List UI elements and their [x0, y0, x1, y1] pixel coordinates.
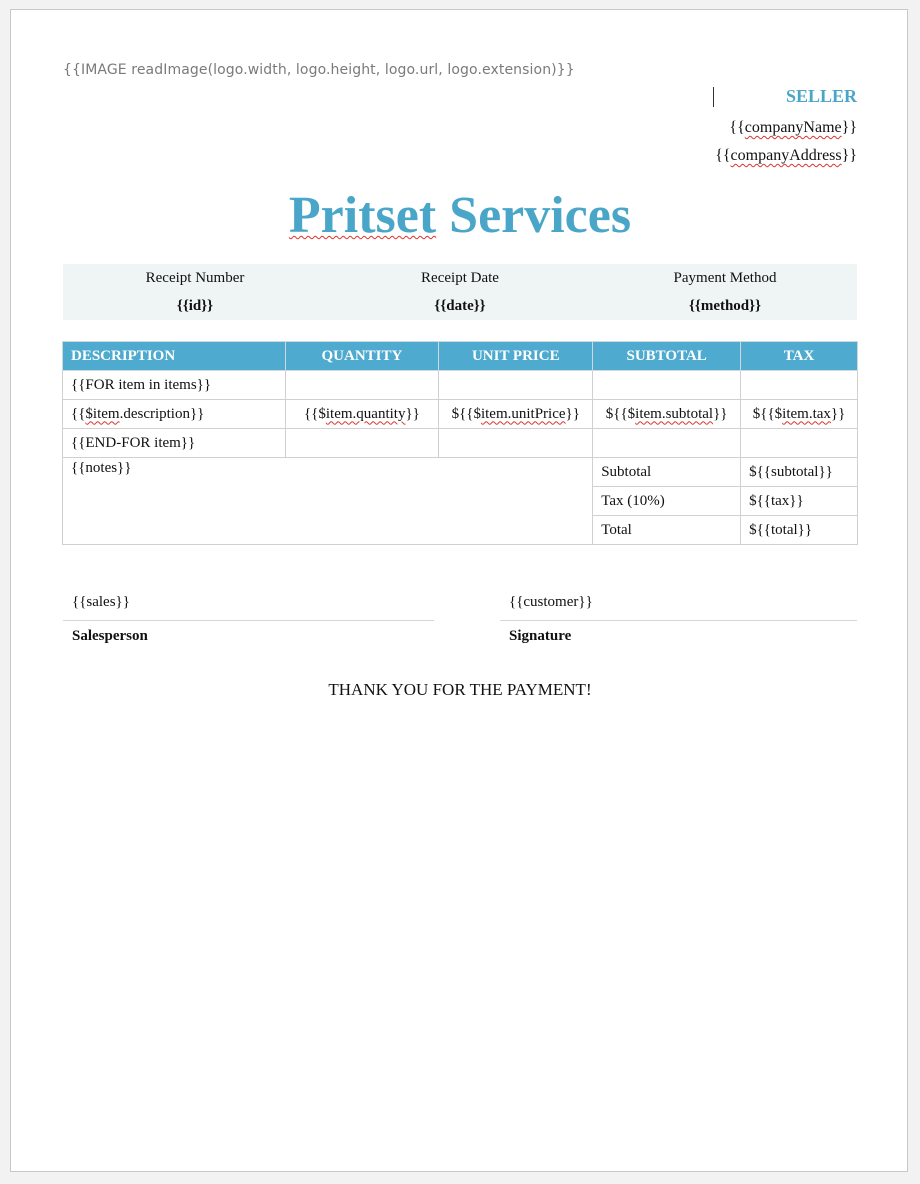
customer-signature [500, 584, 857, 650]
tax-label: Tax (10%) [593, 487, 741, 516]
payment-method-value: {{method}} [689, 298, 761, 314]
seller-title-text: SELLER [785, 86, 857, 106]
col-quantity: QUANTITY [285, 342, 439, 371]
cell-description: {{END-FOR item}} [63, 429, 286, 458]
col-description: DESCRIPTION [63, 342, 286, 371]
cell-description: {{FOR item in items}} [63, 371, 286, 400]
col-tax: TAX [741, 342, 858, 371]
cell-tax [741, 371, 858, 400]
receipt-date-col [327, 264, 593, 320]
notes-cell: {{notes}} [63, 458, 593, 545]
company-address-field: companyAddress [730, 147, 842, 164]
col-subtotal: SUBTOTAL [593, 342, 741, 371]
brace-close: }} [841, 119, 857, 136]
sales-value: {{sales}} [63, 584, 434, 621]
text-cursor [713, 87, 714, 107]
col-unit-price: UNIT PRICE [439, 342, 593, 371]
table-row [63, 429, 858, 458]
cell-tax [741, 429, 858, 458]
token-text: {{$ [303, 405, 326, 422]
salesperson-signature [63, 584, 434, 650]
totals-row [63, 458, 858, 487]
logo-placeholder: {{IMAGE readImage(logo.width, logo.height, logo.url, logo.extension)}} [63, 62, 575, 78]
seller-title [715, 86, 857, 107]
seller-company-address [715, 142, 857, 170]
brace-open: {{ [715, 147, 731, 164]
token-text: item.subtotal [635, 405, 714, 422]
seller-block [715, 86, 857, 170]
token-text: ${{$ [451, 405, 481, 422]
total-value: ${{total}} [741, 516, 858, 545]
cell-subtotal [593, 400, 741, 429]
cell-subtotal [593, 429, 741, 458]
tax-value: ${{tax}} [741, 487, 858, 516]
company-name-field: companyName [744, 119, 842, 136]
payment-method-label: Payment Method [673, 270, 777, 286]
cell-quantity [285, 429, 439, 458]
receipt-number-col [63, 264, 327, 320]
cell-quantity [285, 400, 439, 429]
token-text: item.quantity [325, 405, 406, 422]
brace-close: }} [841, 147, 857, 164]
subtotal-label: Subtotal [593, 458, 741, 487]
token-text: item.tax [782, 405, 831, 422]
brand-second-word: Services [436, 187, 632, 244]
payment-method-col [593, 264, 857, 320]
thank-you-message: THANK YOU FOR THE PAYMENT! [328, 680, 592, 699]
customer-value: {{customer}} [500, 584, 857, 621]
receipt-info-band [63, 264, 857, 320]
document-page [10, 9, 908, 1172]
cell-unit-price [439, 400, 593, 429]
receipt-number-value: {{id}} [176, 298, 214, 314]
token-text: .description}} [119, 405, 205, 422]
cell-subtotal [593, 371, 741, 400]
receipt-date-label: Receipt Date [421, 270, 499, 286]
token-text: }} [830, 405, 846, 422]
cell-description [63, 400, 286, 429]
token-text: ${{$ [605, 405, 636, 422]
customer-role: Signature [509, 628, 572, 644]
token-text: }} [713, 405, 728, 422]
subtotal-value: ${{subtotal}} [741, 458, 858, 487]
token-text: $item [85, 405, 120, 422]
items-table [62, 341, 858, 545]
cell-unit-price [439, 429, 593, 458]
total-label: Total [593, 516, 741, 545]
sales-role: Salesperson [72, 628, 148, 644]
token-text: }} [405, 405, 420, 422]
cell-tax [741, 400, 858, 429]
token-text: {{ [71, 405, 86, 422]
receipt-date-value: {{date}} [434, 298, 486, 314]
table-row [63, 371, 858, 400]
seller-company-name [715, 114, 857, 142]
token-text: item.unitPrice [480, 405, 566, 422]
token-text: }} [565, 405, 580, 422]
cell-quantity [285, 371, 439, 400]
table-row [63, 400, 858, 429]
brand-first-word: Pritset [288, 187, 437, 244]
receipt-number-label: Receipt Number [145, 270, 245, 286]
brace-open: {{ [729, 119, 745, 136]
brand-title [11, 186, 909, 246]
table-header-row [63, 342, 858, 371]
cell-unit-price [439, 371, 593, 400]
token-text: ${{$ [752, 405, 783, 422]
